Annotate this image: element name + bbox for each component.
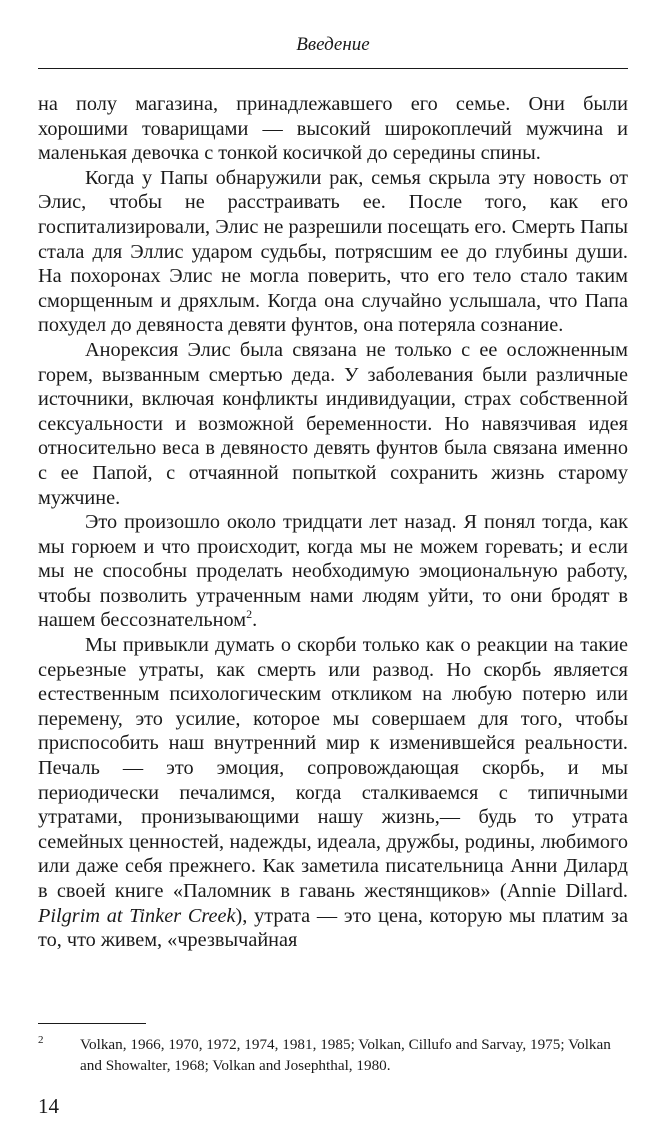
footnote-text: Volkan, 1966, 1970, 1972, 1974, 1981, 1985; Volkan, Cillufo and Sarvay, 1975; Volkan and Showalter, 1968; Volkan and Josephthal, 1980. bbox=[80, 1036, 611, 1074]
running-header: Введение bbox=[296, 34, 370, 55]
body-text bbox=[38, 92, 628, 953]
paragraph-4 bbox=[38, 510, 628, 633]
header-rule bbox=[38, 68, 628, 69]
footnote-reference: 2 bbox=[246, 607, 253, 622]
footnote-marker: 2 bbox=[38, 1034, 44, 1046]
footnote-rule bbox=[38, 1023, 146, 1024]
paragraph-4-period: . bbox=[252, 609, 258, 632]
footnote bbox=[38, 1034, 628, 1076]
paragraph-2: Когда у Папы обнаружили рак, семья скрыла эту новость от Элис, чтобы не расстраивать ее. После того, как его госпитализировали, Элис не разрешили посещать его. Смерть Папы стала для Эллис ударом судьбы, потрясшим ее до глубины души. На похоронах Элис не могла поверить, что его тело стало таким сморщенным и дряхлым. Когда она случайно услышала, что Папа похудел до девяноста девяти фунтов, она потеряла сознание. bbox=[38, 166, 628, 337]
book-title-english: Pilgrim at Tinker Creek bbox=[38, 904, 236, 927]
paragraph-3: Анорексия Элис была связана не только с ее осложненным горем, вызванным смертью деда. У заболевания были различные источники, включая конфликты индивидуации, страх собственной сексуальности и возможной беременности. Но навязчивая идея относительно веса в девяносто девять фунтов была связана именно с ее Папой, с отчаянной попыткой сохранить жизнь старому мужчине. bbox=[38, 338, 628, 509]
paragraph-4-text: Это произошло около тридцати лет назад. Я понял тогда, как мы горюем и что происходит, когда мы не можем горевать; и если мы не способны проделать необходимую эмоциональную работу, чтобы позволить утраченным нами людям уйти, то они бродят в нашем бессознательном bbox=[38, 511, 628, 632]
paragraph-5-text: Мы привыкли думать о скорби только как о реакции на такие серьезные утраты, как смерть или развод. Но скорбь является естественным психологическим откликом на любую потерю или перемену, это усилие, которое мы совершаем для того, чтобы приспособить наш внутренний мир к изменившейся реальности. Печаль — это эмоция, сопровождающая скорбь, и мы периодически печалимся, когда сталкиваемся с типичными утратами, пронизывающими нашу жизнь,— будь то утрата семейных ценностей, надежды, идеала, дружбы, родины, любимого или даже себя прежнего. Как заметила писательница Анни Дилард в своей книге «Паломник в гавань жестянщиков» (Annie Dillard. bbox=[38, 634, 628, 902]
paragraph-5-tail: ), утрата — это цена, которую мы платим за то, что живем, «чрезвычайная bbox=[38, 904, 628, 952]
paragraph-5 bbox=[38, 633, 628, 953]
page-number: 14 bbox=[38, 1094, 59, 1118]
paragraph-1: на полу магазина, принадлежавшего его семье. Они были хорошими товарищами — высокий широкоплечий мужчина и маленькая девочка с тонкой косичкой до середины спины. bbox=[38, 93, 628, 165]
